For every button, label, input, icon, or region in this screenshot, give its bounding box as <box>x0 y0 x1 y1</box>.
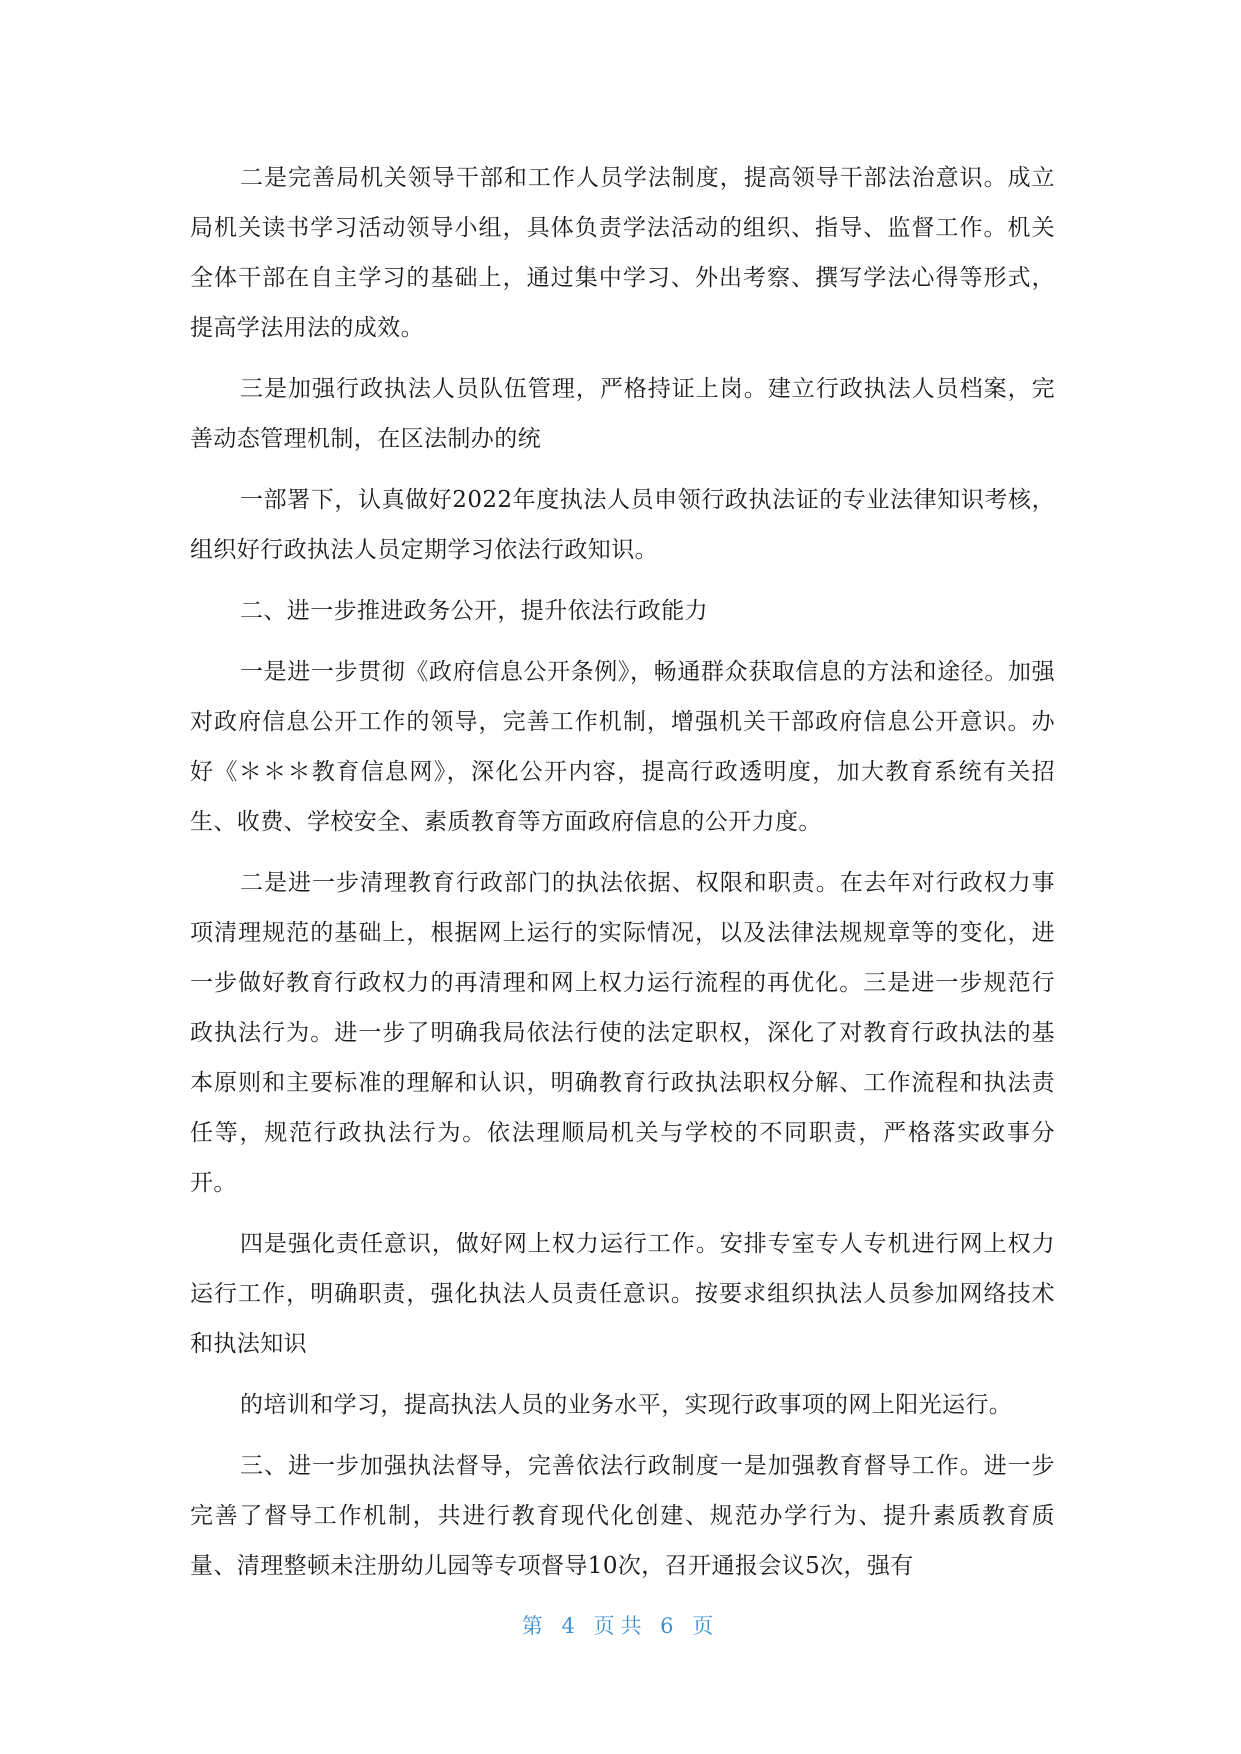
paragraph: 三是加强行政执法人员队伍管理，严格持证上岗。建立行政执法人员档案，完善动态管理机制，在区法制办的统 <box>190 376 1055 452</box>
paragraph: 二是完善局机关领导干部和工作人员学法制度，提高领导干部法治意识。成立局机关读书学习活动领导小组，具体负责学法活动的组织、指导、监督工作。机关全体干部在自主学习的基础上，通过集中学习、外出考察、撰写学法心得等形式，提高学法用法的成效。 <box>190 165 1055 341</box>
document-body <box>190 153 1055 1602</box>
section-heading: 二、进一步推进政务公开，提升依法行政能力 <box>240 598 708 624</box>
paragraph: 三、进一步加强执法督导，完善依法行政制度一是加强教育督导工作。进一步完善了督导工作机制，共进行教育现代化创建、规范办学行为、提升素质教育质量、清理整顿未注册幼儿园等专项督导10次，召开通报会议5次，强有 <box>190 1453 1055 1579</box>
paragraph: 的培训和学习，提高执法人员的业务水平，实现行政事项的网上阳光运行。 <box>240 1392 1013 1418</box>
paragraph: 二是进一步清理教育行政部门的执法依据、权限和职责。在去年对行政权力事项清理规范的基础上，根据网上运行的实际情况，以及法律法规规章等的变化，进一步做好教育行政权力的再清理和网上权力运行流程的再优化。三是进一步规范行政执法行为。进一步了明确我局依法行使的法定职权，深化了对教育行政执法的基本原则和主要标准的理解和认识，明确教育行政执法职权分解、工作流程和执法责任等，规范行政执法行为。依法理顺局机关与学校的不同职责，严格落实政事分开。 <box>190 870 1055 1196</box>
paragraph: 一是进一步贯彻《政府信息公开条例》，畅通群众获取信息的方法和途径。加强对政府信息公开工作的领导，完善工作机制，增强机关干部政府信息公开意识。办好《＊＊＊教育信息网》，深化公开内容，提高行政透明度，加大教育系统有关招生、收费、学校安全、素质教育等方面政府信息的公开力度。 <box>190 659 1055 835</box>
paragraph: 四是强化责任意识，做好网上权力运行工作。安排专室专人专机进行网上权力运行工作，明确职责，强化执法人员责任意识。按要求组织执法人员参加网络技术和执法知识 <box>190 1231 1055 1357</box>
page-number-footer: 第 4 页共 6 页 <box>521 1614 720 1638</box>
paragraph: 一部署下，认真做好2022年度执法人员申领行政执法证的专业法律知识考核，组织好行政执法人员定期学习依法行政知识。 <box>190 487 1055 563</box>
